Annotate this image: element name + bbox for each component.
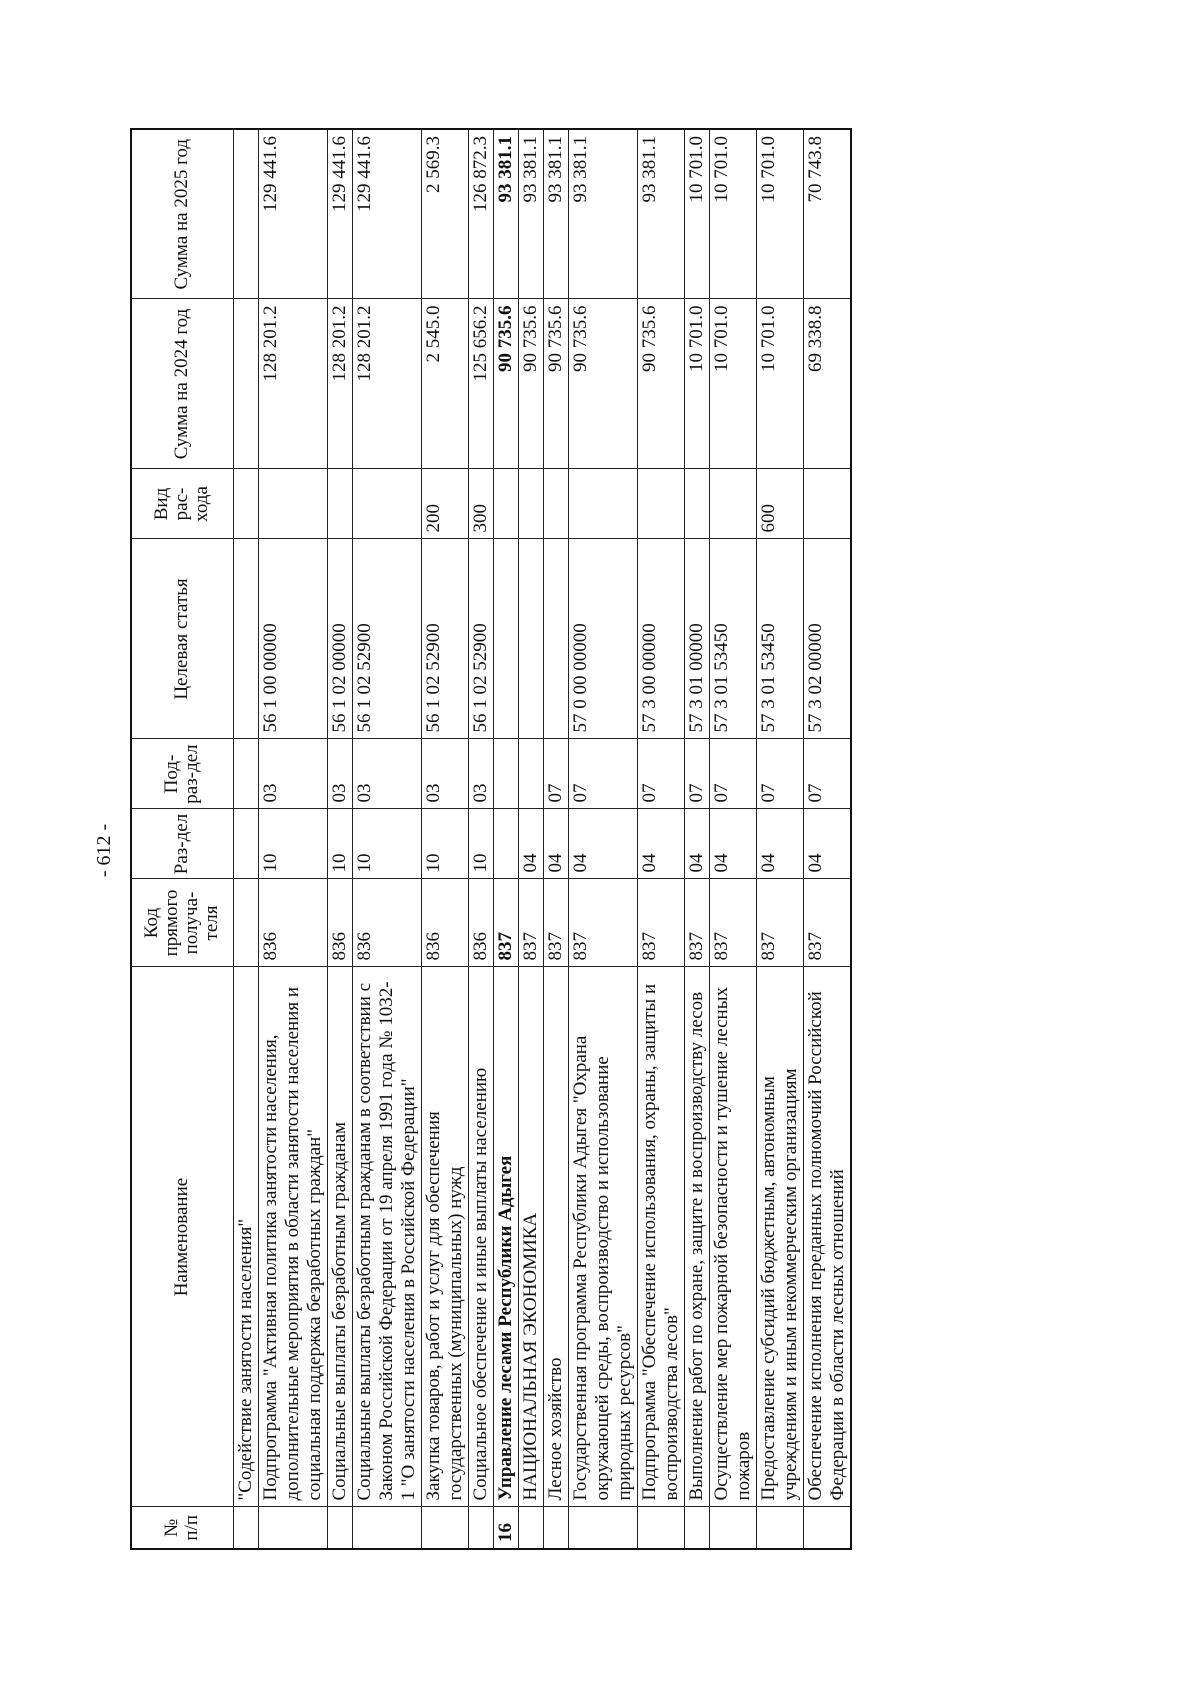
row-subsection: 03	[421, 739, 468, 809]
row-recipient-code: 836	[468, 879, 493, 967]
row-sum-2025	[233, 129, 258, 299]
row-target: 56 1 02 52900	[421, 539, 468, 739]
row-sum-2024: 128 201.2	[352, 299, 421, 469]
row-expense	[568, 469, 637, 539]
row-sum-2024: 125 656.2	[468, 299, 493, 469]
row-name: Предоставление субсидий бюджетным, автономным учреждениям и иным некоммерческим организациям	[756, 967, 803, 1507]
row-section	[493, 809, 518, 879]
row-subsection: 07	[803, 739, 851, 809]
row-target: 57 3 01 53450	[709, 539, 756, 739]
row-target: 57 3 02 00000	[803, 539, 851, 739]
row-section: 04	[568, 809, 637, 879]
row-sum-2025: 129 441.6	[352, 129, 421, 299]
row-name: Осуществление мер пожарной безопасности и тушение лесных пожаров	[709, 967, 756, 1507]
row-target	[543, 539, 568, 739]
row-expense	[518, 469, 543, 539]
row-section: 10	[468, 809, 493, 879]
table-row	[352, 129, 421, 1549]
row-target	[233, 539, 258, 739]
table-body	[233, 129, 851, 1549]
row-section: 04	[518, 809, 543, 879]
row-number: 16	[493, 1507, 518, 1549]
row-number	[468, 1507, 493, 1549]
row-expense	[803, 469, 851, 539]
row-sum-2025: 93 381.1	[518, 129, 543, 299]
row-section: 10	[327, 809, 352, 879]
col-subsection: Под-раз-дел	[131, 739, 233, 809]
col-target: Целевая статья	[131, 539, 233, 739]
row-recipient-code: 837	[637, 879, 684, 967]
col-section: Раз-дел	[131, 809, 233, 879]
row-target: 56 1 02 52900	[352, 539, 421, 739]
row-sum-2025: 129 441.6	[327, 129, 352, 299]
row-name: Управление лесами Республики Адыгея	[493, 967, 518, 1507]
row-name: Лесное хозяйство	[543, 967, 568, 1507]
row-subsection	[233, 739, 258, 809]
col-num: № п/п	[131, 1507, 233, 1549]
row-target: 57 0 00 00000	[568, 539, 637, 739]
row-sum-2025: 126 872.3	[468, 129, 493, 299]
row-expense	[327, 469, 352, 539]
row-subsection	[518, 739, 543, 809]
row-recipient-code: 837	[543, 879, 568, 967]
row-recipient-code: 836	[352, 879, 421, 967]
table-row	[258, 129, 327, 1549]
row-target: 57 3 01 53450	[756, 539, 803, 739]
row-target: 56 1 02 52900	[468, 539, 493, 739]
row-sum-2025: 93 381.1	[568, 129, 637, 299]
table-row	[709, 129, 756, 1549]
row-recipient-code: 836	[421, 879, 468, 967]
row-section: 10	[352, 809, 421, 879]
budget-table	[130, 128, 852, 1550]
row-sum-2024: 128 201.2	[258, 299, 327, 469]
row-name: "Содействие занятости населения"	[233, 967, 258, 1507]
row-section: 10	[258, 809, 327, 879]
row-target	[493, 539, 518, 739]
row-recipient-code	[233, 879, 258, 967]
row-section: 04	[684, 809, 709, 879]
row-number	[352, 1507, 421, 1549]
row-sum-2024	[233, 299, 258, 469]
table-row	[637, 129, 684, 1549]
row-target: 57 3 00 00000	[637, 539, 684, 739]
row-section	[233, 809, 258, 879]
table-row	[543, 129, 568, 1549]
row-number	[421, 1507, 468, 1549]
row-sum-2025: 93 381.1	[543, 129, 568, 299]
table-row	[468, 129, 493, 1549]
col-sum-2024: Сумма на 2024 год	[131, 299, 233, 469]
row-recipient-code: 837	[709, 879, 756, 967]
row-expense: 300	[468, 469, 493, 539]
row-expense	[352, 469, 421, 539]
row-recipient-code: 837	[493, 879, 518, 967]
col-expense: Вид рас-хода	[131, 469, 233, 539]
row-expense	[637, 469, 684, 539]
row-sum-2024: 10 701.0	[684, 299, 709, 469]
row-sum-2025: 93 381.1	[637, 129, 684, 299]
row-name: Подпрограмма "Активная политика занятости населения, дополнительные мероприятия в области занятости населения и социальная поддержка безработных граждан"	[258, 967, 327, 1507]
row-name: Социальное обеспечение и иные выплаты населению	[468, 967, 493, 1507]
row-subsection	[493, 739, 518, 809]
col-sum-2025: Сумма на 2025 год	[131, 129, 233, 299]
row-name: Обеспечение исполнения переданных полномочий Российской Федерации в области лесных отношений	[803, 967, 851, 1507]
row-section: 04	[803, 809, 851, 879]
row-name: Закупка товаров, работ и услуг для обеспечения государственных (муниципальных) нужд	[421, 967, 468, 1507]
table-row	[684, 129, 709, 1549]
row-name: Выполнение работ по охране, защите и воспроизводству лесов	[684, 967, 709, 1507]
table-row	[756, 129, 803, 1549]
row-sum-2024: 10 701.0	[756, 299, 803, 469]
row-name: Социальные выплаты безработным гражданам в соответствии с Законом Российской Федерации от 19 апреля 1991 года № 1032-1 "О занятости населения в Российской Федерации"	[352, 967, 421, 1507]
row-subsection: 07	[637, 739, 684, 809]
rotated-page	[130, 130, 1190, 1550]
row-expense: 200	[421, 469, 468, 539]
row-subsection: 07	[568, 739, 637, 809]
row-number	[568, 1507, 637, 1549]
row-subsection: 07	[709, 739, 756, 809]
row-sum-2025: 2 569.3	[421, 129, 468, 299]
row-recipient-code: 837	[684, 879, 709, 967]
row-expense	[493, 469, 518, 539]
table-row	[493, 129, 518, 1549]
col-name: Наименование	[131, 967, 233, 1507]
row-target	[518, 539, 543, 739]
row-number	[518, 1507, 543, 1549]
row-subsection: 03	[327, 739, 352, 809]
row-section: 04	[543, 809, 568, 879]
row-subsection: 07	[543, 739, 568, 809]
row-section: 10	[421, 809, 468, 879]
row-subsection: 03	[468, 739, 493, 809]
table-row	[803, 129, 851, 1549]
row-sum-2024: 90 735.6	[637, 299, 684, 469]
row-name: Социальные выплаты безработным гражданам	[327, 967, 352, 1507]
row-recipient-code: 837	[518, 879, 543, 967]
row-sum-2024: 90 735.6	[543, 299, 568, 469]
row-recipient-code: 837	[568, 879, 637, 967]
table-row	[233, 129, 258, 1549]
row-expense: 600	[756, 469, 803, 539]
row-expense	[684, 469, 709, 539]
row-subsection: 07	[684, 739, 709, 809]
row-name: НАЦИОНАЛЬНАЯ ЭКОНОМИКА	[518, 967, 543, 1507]
row-target: 56 1 00 00000	[258, 539, 327, 739]
row-number	[709, 1507, 756, 1549]
table-header	[131, 129, 233, 1549]
row-sum-2024: 69 338.8	[803, 299, 851, 469]
row-sum-2024: 10 701.0	[709, 299, 756, 469]
row-sum-2025: 93 381.1	[493, 129, 518, 299]
row-sum-2024: 90 735.6	[493, 299, 518, 469]
row-number	[543, 1507, 568, 1549]
row-section: 04	[637, 809, 684, 879]
row-sum-2025: 10 701.0	[684, 129, 709, 299]
table-row	[568, 129, 637, 1549]
row-recipient-code: 837	[756, 879, 803, 967]
table-row	[327, 129, 352, 1549]
row-number	[327, 1507, 352, 1549]
row-section: 04	[709, 809, 756, 879]
row-subsection: 03	[352, 739, 421, 809]
row-section: 04	[756, 809, 803, 879]
row-name: Государственная программа Республики Адыгея "Охрана окружающей среды, воспроизводство и использование природных ресурсов"	[568, 967, 637, 1507]
row-expense	[233, 469, 258, 539]
row-sum-2025: 70 743.8	[803, 129, 851, 299]
row-number	[756, 1507, 803, 1549]
row-expense	[258, 469, 327, 539]
row-number	[258, 1507, 327, 1549]
row-sum-2025: 10 701.0	[756, 129, 803, 299]
table-row	[518, 129, 543, 1549]
row-number	[637, 1507, 684, 1549]
row-target: 57 3 01 00000	[684, 539, 709, 739]
row-recipient-code: 836	[258, 879, 327, 967]
row-expense	[543, 469, 568, 539]
row-number	[684, 1507, 709, 1549]
row-target: 56 1 02 00000	[327, 539, 352, 739]
row-sum-2024: 90 735.6	[568, 299, 637, 469]
row-number	[803, 1507, 851, 1549]
row-sum-2025: 10 701.0	[709, 129, 756, 299]
page-number: - 612 -	[93, 823, 116, 877]
row-number	[233, 1507, 258, 1549]
row-sum-2024: 2 545.0	[421, 299, 468, 469]
col-recipient: Код прямого получа-теля	[131, 879, 233, 967]
row-subsection: 03	[258, 739, 327, 809]
row-expense	[709, 469, 756, 539]
row-name: Подпрограмма "Обеспечение использования, охраны, защиты и воспроизводства лесов"	[637, 967, 684, 1507]
table-row	[421, 129, 468, 1549]
row-sum-2024: 128 201.2	[327, 299, 352, 469]
row-sum-2025: 129 441.6	[258, 129, 327, 299]
row-subsection: 07	[756, 739, 803, 809]
row-recipient-code: 836	[327, 879, 352, 967]
row-recipient-code: 837	[803, 879, 851, 967]
row-sum-2024: 90 735.6	[518, 299, 543, 469]
